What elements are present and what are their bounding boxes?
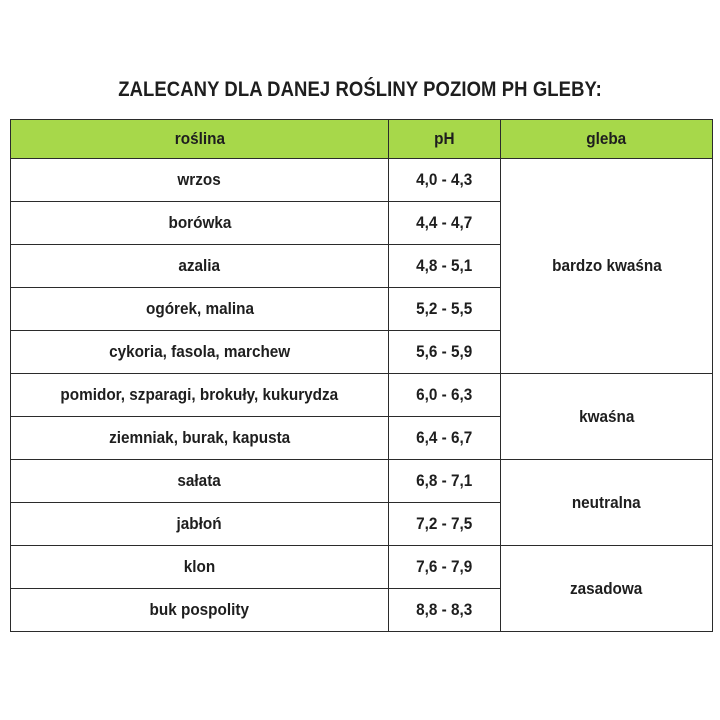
ph-cell: 5,6 - 5,9 [389,331,501,374]
plant-cell: ziemniak, burak, kapusta [11,417,389,460]
ph-cell: 6,4 - 6,7 [389,417,501,460]
ph-cell: 4,4 - 4,7 [389,202,501,245]
table-row [11,546,713,589]
plant-cell: borówka [11,202,389,245]
table-row [11,460,713,503]
ph-table [10,119,713,632]
plant-cell: ogórek, malina [11,288,389,331]
plant-cell: buk pospolity [11,589,389,632]
column-header-soil: gleba [501,120,713,159]
ph-cell: 4,0 - 4,3 [389,159,501,202]
soil-cell-very-acidic: bardzo kwaśna [501,159,713,374]
plant-cell: cykoria, fasola, marchew [11,331,389,374]
ph-cell: 8,8 - 8,3 [389,589,501,632]
ph-cell: 6,0 - 6,3 [389,374,501,417]
ph-cell: 5,2 - 5,5 [389,288,501,331]
soil-cell-acidic: kwaśna [501,374,713,460]
table-row [11,159,713,202]
table-row [11,374,713,417]
ph-cell: 4,8 - 5,1 [389,245,501,288]
plant-cell: klon [11,546,389,589]
plant-cell: jabłoń [11,503,389,546]
soil-cell-alkaline: zasadowa [501,546,713,632]
plant-cell: sałata [11,460,389,503]
page-title: ZALECANY DLA DANEJ ROŚLINY POZIOM PH GLEBY: [118,78,602,101]
column-header-plant: roślina [11,120,389,159]
soil-cell-neutral: neutralna [501,460,713,546]
table-header-row [11,120,713,159]
column-header-ph: pH [389,120,501,159]
ph-cell: 7,2 - 7,5 [389,503,501,546]
ph-cell: 7,6 - 7,9 [389,546,501,589]
plant-cell: azalia [11,245,389,288]
ph-cell: 6,8 - 7,1 [389,460,501,503]
plant-cell: wrzos [11,159,389,202]
plant-cell: pomidor, szparagi, brokuły, kukurydza [11,374,389,417]
